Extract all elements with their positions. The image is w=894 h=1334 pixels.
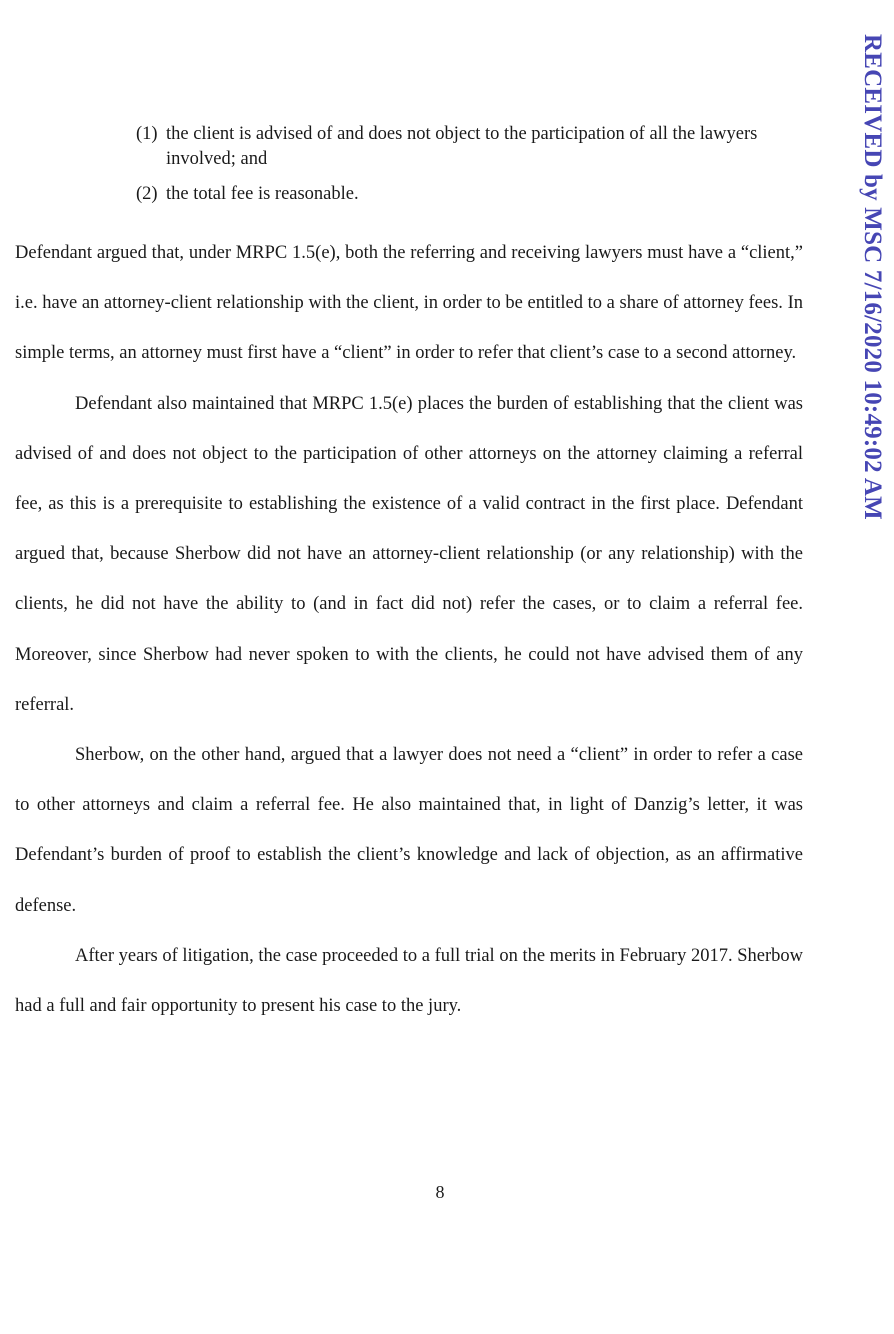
page-number: 8	[435, 1182, 445, 1202]
list-item	[136, 122, 776, 172]
list-item	[136, 182, 776, 207]
list-item-number: (1)	[136, 124, 158, 144]
received-stamp: RECEIVED by MSC 7/16/2020 10:49:02 AM	[859, 34, 886, 520]
list-item-number: (2)	[136, 184, 158, 204]
paragraph-defendant-burden: Defendant also maintained that MRPC 1.5(e) places the burden of establishing that the client was advised of and does not object to the participation of other attorneys on the attorney claiming a referral fee, as this is a prerequisite to establishing the existence of a valid contract in the first place. Defendant argued that, because Sherbow did not have an attorney-client relationship (or any relationship) with the clients, he did not have the ability to (and in fact did not) refer the cases, or to claim a referral fee. Moreover, since Sherbow had never spoken to with the clients, he could not have advised them of any referral.	[15, 393, 803, 715]
list-item-text: the client is advised of and does not object to the participation of all the lawyers involved; and	[166, 124, 758, 169]
paragraph-trial: After years of litigation, the case proceeded to a full trial on the merits in February 2017. Sherbow had a full and fair opportunity to present his case to the jury.	[15, 945, 803, 1017]
rule-conditions-list	[136, 122, 776, 207]
body-text	[15, 228, 803, 1031]
list-item-text: the total fee is reasonable.	[166, 184, 359, 204]
paragraph-sherbow-argument: Sherbow, on the other hand, argued that a lawyer does not need a “client” in order to refer a case to other attorneys and claim a referral fee. He also maintained that, in light of Danzig’s letter, it was Defendant’s burden of proof to establish the client’s knowledge and lack of objection, as an affirmative defense.	[15, 745, 803, 916]
paragraph-defendant-argument: Defendant argued that, under MRPC 1.5(e), both the referring and receiving lawyers must have a “client,” i.e. have an attorney-client relationship with the client, in order to be entitled to a share of attorney fees. In simple terms, an attorney must first have a “client” in order to refer that client’s case to a second attorney.	[15, 243, 803, 364]
